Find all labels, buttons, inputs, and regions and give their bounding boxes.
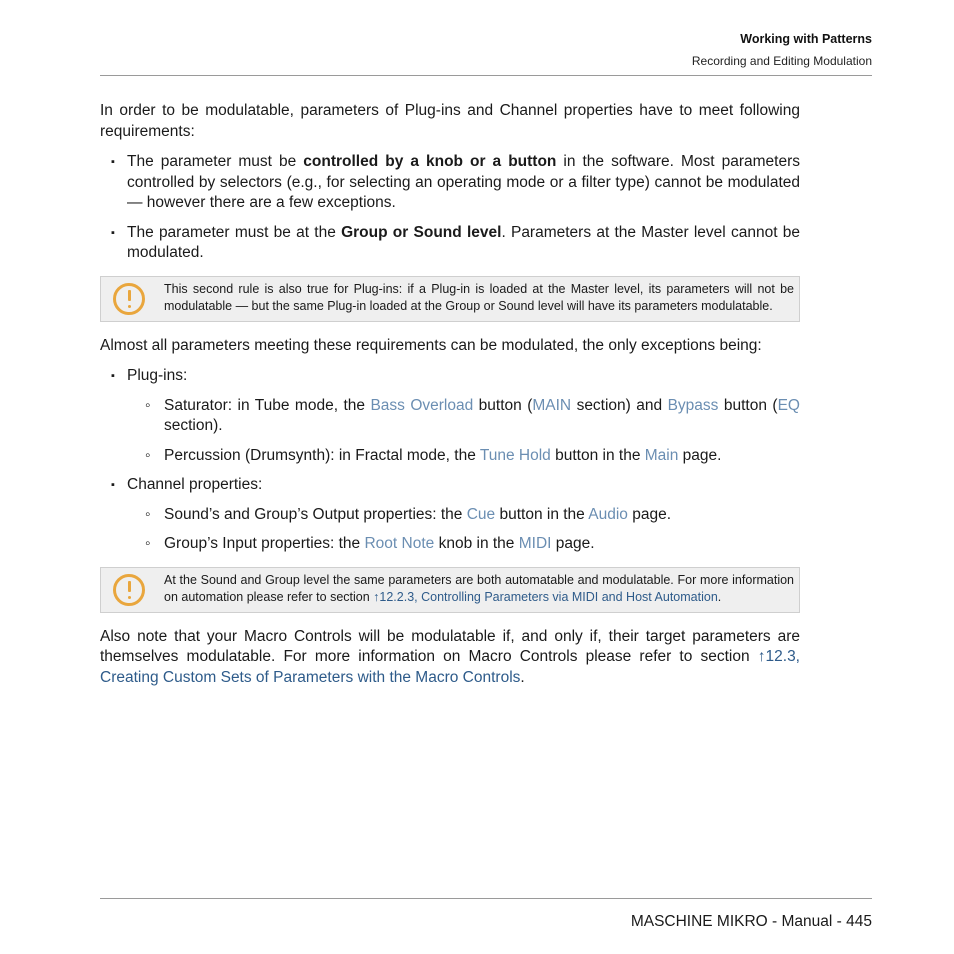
warning-icon: [113, 283, 145, 315]
ui-link-audio[interactable]: Audio: [588, 505, 628, 523]
list-item: ▪ The parameter must be at the Group or Sound level. Parameters at the Master level cannot be modulated.: [100, 223, 800, 264]
list-item: ◦ Group’s Input properties: the Root Note knob in the MIDI page.: [127, 534, 800, 555]
warning-icon: [113, 574, 145, 606]
list-item: ◦ Saturator: in Tube mode, the Bass Overload button (MAIN section) and Bypass button (EQ section).: [127, 396, 800, 437]
macro-paragraph: Also note that your Macro Controls will be modulatable if, and only if, their target parameters are themselves modulatable. For more information on Macro Controls please refer to section ↑12.3, Creating Custom Sets of Parameters with the Macro Controls.: [100, 627, 800, 686]
page-body: [100, 101, 800, 698]
intro-paragraph: In order to be modulatable, parameters of Plug-ins and Channel properties have to meet following requirements:: [100, 102, 800, 140]
xref-link-macro-controls[interactable]: ↑12.3, Creating Custom Sets of Parameters with the Macro Controls: [100, 648, 800, 686]
emphasis: controlled by a knob or a button: [303, 153, 557, 170]
requirements-list: [100, 152, 800, 264]
page-footer: MASCHINE MIKRO - Manual - 445: [630, 913, 872, 930]
list-item: ◦ Sound’s and Group’s Output properties: the Cue button in the Audio page.: [127, 505, 800, 526]
xref-link-automation[interactable]: ↑12.2.3, Controlling Parameters via MIDI and Host Automation: [373, 590, 718, 604]
list-item: ▪ The parameter must be controlled by a knob or a button in the software. Most parameters controlled by selectors (e.g., for selecting an operating mode or a filter type) cannot be modulated — however there are a few exceptions.: [100, 152, 800, 214]
exceptions-list: [100, 366, 800, 555]
header-rule: [100, 75, 872, 76]
note-box: At the Sound and Group level the same parameters are both automatable and modulatable. For more information on automation please refer to section ↑12.2.3, Controlling Parameters via MIDI and Host Automation.: [100, 567, 800, 613]
note-box: [100, 276, 800, 322]
ui-link-main-page[interactable]: Main: [644, 446, 679, 464]
note-text: At the Sound and Group level the same parameters are both automatable and modulatable. For more information on automation please refer to section: [164, 572, 794, 604]
section-title: Recording and Editing Modulation: [691, 54, 872, 68]
note-text: This second rule is also true for Plug-ins: if a Plug-in is loaded at the Master level, its parameters will not be modulatable — but the same Plug-in loaded at the Group or Sound level will have its parameters modulatable.: [164, 281, 794, 313]
ui-link-cue[interactable]: Cue: [466, 505, 496, 523]
exceptions-paragraph: Almost all parameters meeting these requirements can be modulated, the only exceptions being:: [100, 336, 762, 354]
ui-link-tune-hold[interactable]: Tune Hold: [479, 446, 551, 464]
chapter-title: Working with Patterns: [740, 32, 872, 46]
list-item: ◦ Percussion (Drumsynth): in Fractal mode, the Tune Hold button in the Main page.: [127, 446, 800, 467]
ui-link-main-section[interactable]: MAIN: [532, 396, 572, 414]
footer-rule: [100, 898, 872, 899]
ui-link-eq[interactable]: EQ: [777, 396, 800, 414]
channel-sublist: [127, 505, 800, 555]
channel-label: Channel properties:: [127, 476, 263, 493]
list-item: [100, 475, 800, 555]
plugins-label: Plug-ins:: [127, 367, 188, 384]
ui-link-root-note[interactable]: Root Note: [364, 535, 435, 552]
ui-link-bypass[interactable]: Bypass: [667, 396, 719, 414]
ui-link-midi[interactable]: MIDI: [518, 535, 552, 552]
emphasis: Group or Sound level: [341, 223, 502, 241]
running-header: [692, 30, 872, 70]
ui-link-bass-overload[interactable]: Bass Overload: [370, 396, 474, 414]
plugins-sublist: [127, 396, 800, 467]
list-item: [100, 366, 800, 466]
